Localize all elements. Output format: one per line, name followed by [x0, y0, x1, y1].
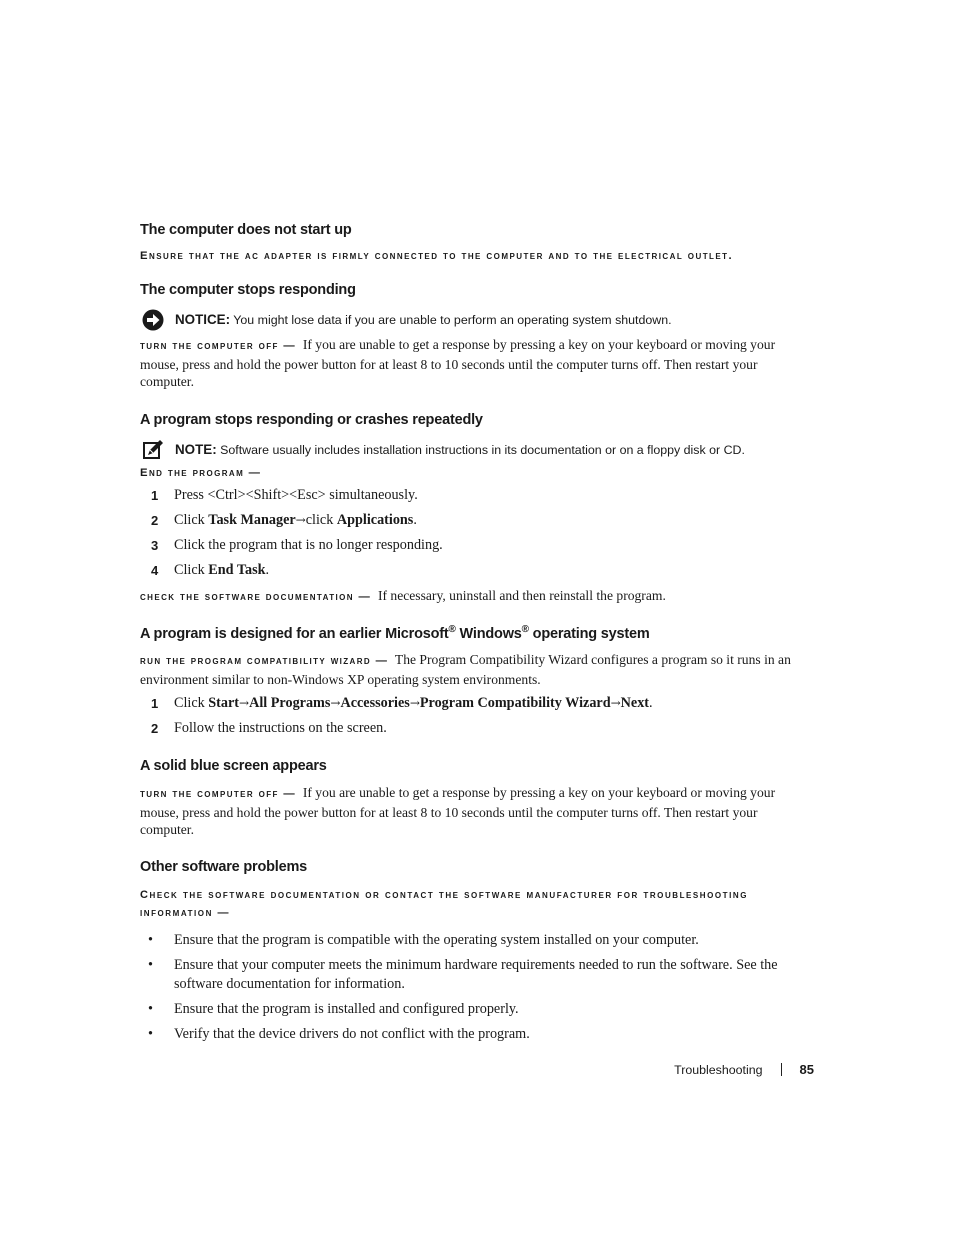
registered-mark: ®	[521, 624, 529, 636]
other-software-bullets	[140, 931, 812, 1044]
bullet-item	[140, 931, 812, 950]
step-number: 1	[151, 487, 159, 503]
paragraph-compat-wizard	[140, 651, 812, 688]
step-text: click	[305, 511, 334, 528]
heading-program-stops-responding: A program stops responding or crashes repeatedly	[140, 411, 483, 428]
heading-blue-screen: A solid blue screen appears	[140, 758, 327, 774]
heading-part: Windows	[459, 626, 522, 642]
lead-check-docs: check the software documentation —	[140, 590, 372, 603]
heading-other-software: Other software problems	[140, 858, 308, 875]
heading-part: operating system	[532, 626, 650, 642]
page-content	[140, 218, 812, 1044]
step-number: 3	[151, 537, 159, 553]
footer-divider	[781, 1063, 782, 1076]
footer-section-name: Troubleshooting	[674, 1062, 763, 1077]
lead-compat-wizard: run the program compatibility wizard —	[140, 655, 389, 667]
lead-line: Check the software documentation or contact the software manufacturer for troubleshooting	[140, 888, 748, 901]
step-1	[140, 486, 812, 505]
lead-turn-off-2: turn the computer off —	[140, 788, 297, 800]
lead-end-program: End the program —	[140, 466, 262, 479]
step-text: Click the program that is no longer responding.	[174, 536, 443, 553]
heading-computer-does-not-start: The computer does not start up	[140, 222, 352, 238]
registered-mark: ®	[448, 624, 456, 636]
ui-accessories: Accessories	[340, 695, 410, 711]
lead-line: information —	[140, 906, 231, 919]
notice-text: You might lose data if you are unable to perform an operating system shutdown.	[233, 313, 672, 327]
lead-turn-off: turn the computer off —	[140, 340, 297, 352]
heading-computer-stops-responding: The computer stops responding	[140, 282, 356, 298]
ui-end-task: End Task	[208, 561, 266, 578]
step-text: Click	[174, 561, 205, 578]
notice-label: NOTICE:	[175, 312, 231, 327]
punctuation: .	[413, 511, 417, 528]
page-number: 85	[799, 1062, 814, 1077]
bullet-icon: •	[148, 1000, 153, 1017]
bullet-icon: •	[148, 931, 153, 948]
compat-step-2	[140, 719, 812, 738]
bullet-text: Ensure that the program is compatible with the operating system installed on your computer.	[174, 931, 699, 948]
bullet-text: Ensure that the program is installed and configured properly.	[174, 1000, 519, 1017]
lead-check-docs-contact	[140, 886, 812, 922]
step-2	[140, 511, 812, 530]
compat-step-1	[140, 694, 812, 713]
ui-program-compatibility-wizard: Program Compatibility Wizard	[419, 695, 611, 711]
step-3	[140, 536, 812, 555]
bullet-icon: •	[148, 1025, 153, 1042]
ui-start: Start	[208, 695, 240, 711]
paragraph-turn-off	[140, 336, 812, 391]
note-block	[140, 441, 812, 459]
notice-block	[140, 311, 812, 329]
bullet-item	[140, 1000, 812, 1019]
arrow-icon: →	[330, 696, 341, 710]
punctuation: .	[265, 561, 270, 578]
ui-task-manager: Task Manager	[208, 511, 296, 528]
compat-steps	[140, 694, 812, 738]
step-number: 2	[151, 721, 159, 736]
step-number: 1	[151, 696, 159, 711]
step-text: Click	[174, 695, 205, 711]
end-program-steps	[140, 486, 812, 580]
note-text: Software usually includes installation instructions in its documentation or on a floppy disk or CD.	[220, 442, 745, 457]
arrow-icon: →	[239, 696, 250, 710]
lead-ensure-adapter: Ensure that the ac adapter is firmly connected to the computer and to the electrical outlet.	[140, 250, 734, 262]
step-text: Press <Ctrl><Shift><Esc> simultaneously.	[174, 486, 418, 503]
compat-wizard-text: The Program Compatibility Wizard configures a program so it runs in an environment similar to non-Windows XP operating system environments.	[140, 652, 791, 687]
arrow-icon: →	[610, 696, 621, 710]
page-footer	[674, 1062, 814, 1077]
step-number: 2	[151, 512, 159, 528]
turn-off-text: If you are unable to get a response by pressing a key on your keyboard or moving your mouse, press and hold the power button for at least 8 to 10 seconds until the computer turns off. Then restart your computer.	[140, 337, 776, 389]
arrow-icon: →	[295, 512, 306, 527]
note-label: NOTE:	[175, 441, 217, 457]
bullet-text: Verify that the device drivers do not conflict with the program.	[174, 1025, 530, 1042]
punctuation: .	[649, 695, 653, 711]
paragraph-blue-screen	[140, 784, 812, 839]
arrow-icon: →	[409, 696, 420, 710]
ui-applications: Applications	[336, 511, 414, 528]
pencil-note-icon	[142, 439, 164, 461]
blue-screen-text: If you are unable to get a response by pressing a key on your keyboard or moving your mouse, press and hold the power button for at least 8 to 10 seconds until the computer turns off. Then restart your computer.	[140, 785, 776, 837]
ui-all-programs: All Programs	[249, 695, 331, 711]
bullet-text: Ensure that your computer meets the minimum hardware requirements needed to run the software. See the software documentation for information.	[174, 956, 778, 992]
notice-arrow-icon	[142, 309, 164, 331]
heading-earlier-windows	[140, 624, 812, 644]
step-text: Click	[174, 511, 205, 528]
heading-part: A program is designed for an earlier Microsoft	[140, 626, 449, 642]
bullet-item	[140, 1025, 812, 1044]
bullet-item	[140, 956, 812, 994]
step-4	[140, 561, 812, 580]
paragraph-check-docs	[140, 587, 812, 607]
step-number: 4	[151, 562, 159, 578]
step-text: Follow the instructions on the screen.	[174, 720, 387, 736]
check-docs-text: If necessary, uninstall and then reinstall the program.	[377, 587, 666, 603]
bullet-icon: •	[148, 956, 153, 973]
ui-next: Next	[620, 695, 650, 711]
